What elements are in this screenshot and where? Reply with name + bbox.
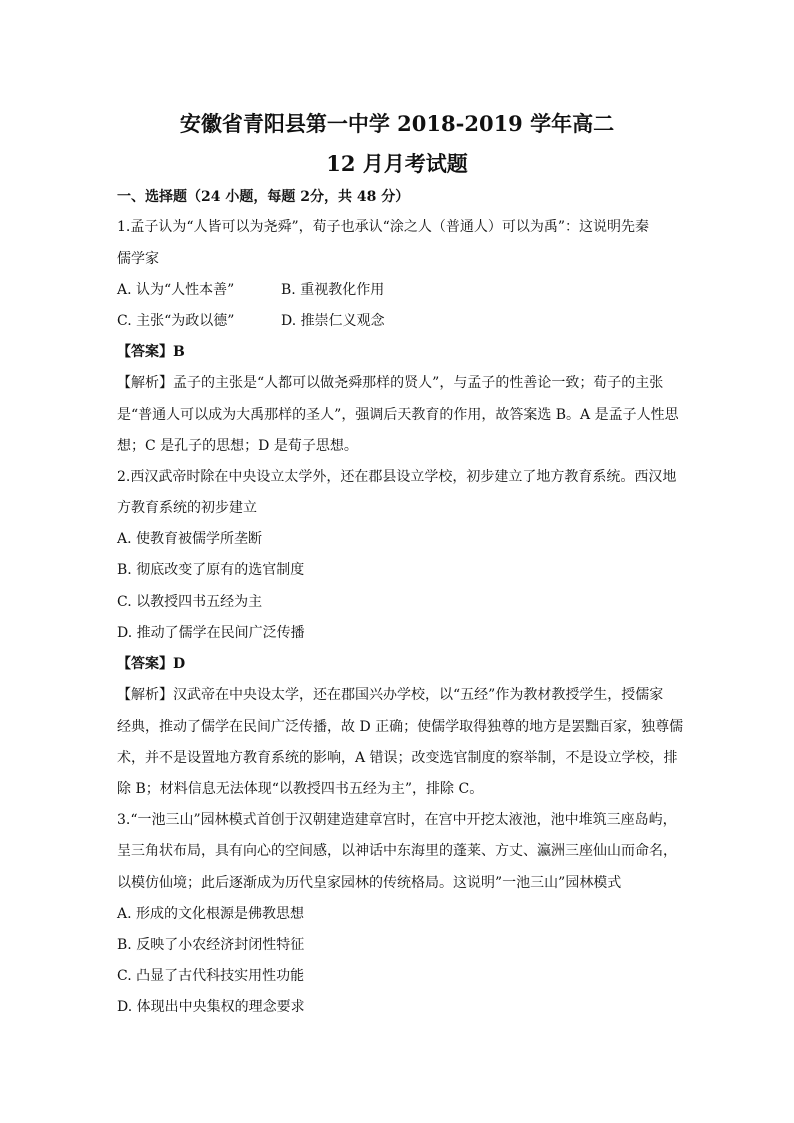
q2-analysis-line4: 除 B；材料信息无法体现“以教授四书五经为主”，排除 C。 xyxy=(117,781,484,797)
q3-stem-line1: 3.“一池三山”园林模式首创于汉朝建造建章宫时，在宫中开挖太液池，池中堆筑三座岛屿， xyxy=(117,812,677,828)
q2-option-d: D. 推动了儒学在民间广泛传播 xyxy=(117,625,305,641)
q2-option-a: A. 使教育被儒学所垄断 xyxy=(117,531,263,547)
q1-option-d: D. 推崇仁义观念 xyxy=(281,313,385,329)
q3-option-a: A. 形成的文化根源是佛教思想 xyxy=(117,906,305,922)
q2-stem-line1: 2.西汉武帝时除在中央设立太学外，还在郡县设立学校，初步建立了地方教育系统。西汉地 xyxy=(117,469,677,485)
q1-option-b: B. 重视教化作用 xyxy=(281,282,385,298)
q1-option-a: A. 认为“人性本善” xyxy=(117,282,235,298)
q3-option-c: C. 凸显了古代科技实用性功能 xyxy=(117,968,305,984)
q3-stem-line3: 以模仿仙境；此后逐渐成为历代皇家园林的传统格局。这说明”一池三山”园林模式 xyxy=(117,875,622,891)
section-heading: 一、选择题（24 小题，每题 2分，共 48 分） xyxy=(117,189,410,205)
q1-analysis-line2: 是“普通人可以成为大禹那样的圣人”，强调后天教育的作用，故答案选 B。A 是孟子人性思 xyxy=(117,407,679,423)
q2-option-b: B. 彻底改变了原有的选官制度 xyxy=(117,562,305,578)
q2-option-c: C. 以教授四书五经为主 xyxy=(117,594,263,610)
q2-analysis-line3: 术，并不是设置地方教育系统的影响，A 错误；改变选官制度的察举制，不是设立学校，排 xyxy=(117,750,678,766)
q2-answer: 【答案】D xyxy=(117,656,186,672)
q1-options-row1 xyxy=(117,281,385,299)
q2-stem-line2: 方教育系统的初步建立 xyxy=(117,500,257,516)
q1-stem-line2: 儒学家 xyxy=(117,251,159,267)
q1-options-row2 xyxy=(117,312,385,330)
q1-answer: 【答案】B xyxy=(117,344,185,360)
q1-stem-line1: 1.孟子认为“人皆可以为尧舜”，荀子也承认“涂之人（普通人）可以为禹”：这说明先秦 xyxy=(117,219,649,235)
exam-title-line1: 安徽省青阳县第一中学 2018-2019 学年高二 xyxy=(179,111,615,136)
q1-analysis-line1: 【解析】孟子的主张是“人都可以做尧舜那样的贤人”，与孟子的性善论一致；荀子的主张 xyxy=(117,375,664,391)
q1-analysis-line3: 想；C 是孔子的思想；D 是荀子思想。 xyxy=(117,438,358,454)
q3-option-d: D. 体现出中央集权的理念要求 xyxy=(117,999,305,1015)
q1-option-c: C. 主张“为政以德” xyxy=(117,313,235,329)
q3-stem-line2: 呈三角状布局，具有向心的空间感，以神话中东海里的蓬莱、方丈、瀛洲三座仙山而命名， xyxy=(117,843,677,859)
q2-analysis-line2: 经典，推动了儒学在民间广泛传播，故 D 正确；使儒学取得独尊的地方是罢黜百家，独尊儒 xyxy=(117,719,684,735)
q2-analysis-line1: 【解析】汉武帝在中央设太学，还在郡国兴办学校，以“五经”作为教材教授学生，授儒家 xyxy=(117,687,664,703)
q3-option-b: B. 反映了小农经济封闭性特征 xyxy=(117,937,305,953)
exam-title-line2: 12 月月考试题 xyxy=(326,151,468,176)
